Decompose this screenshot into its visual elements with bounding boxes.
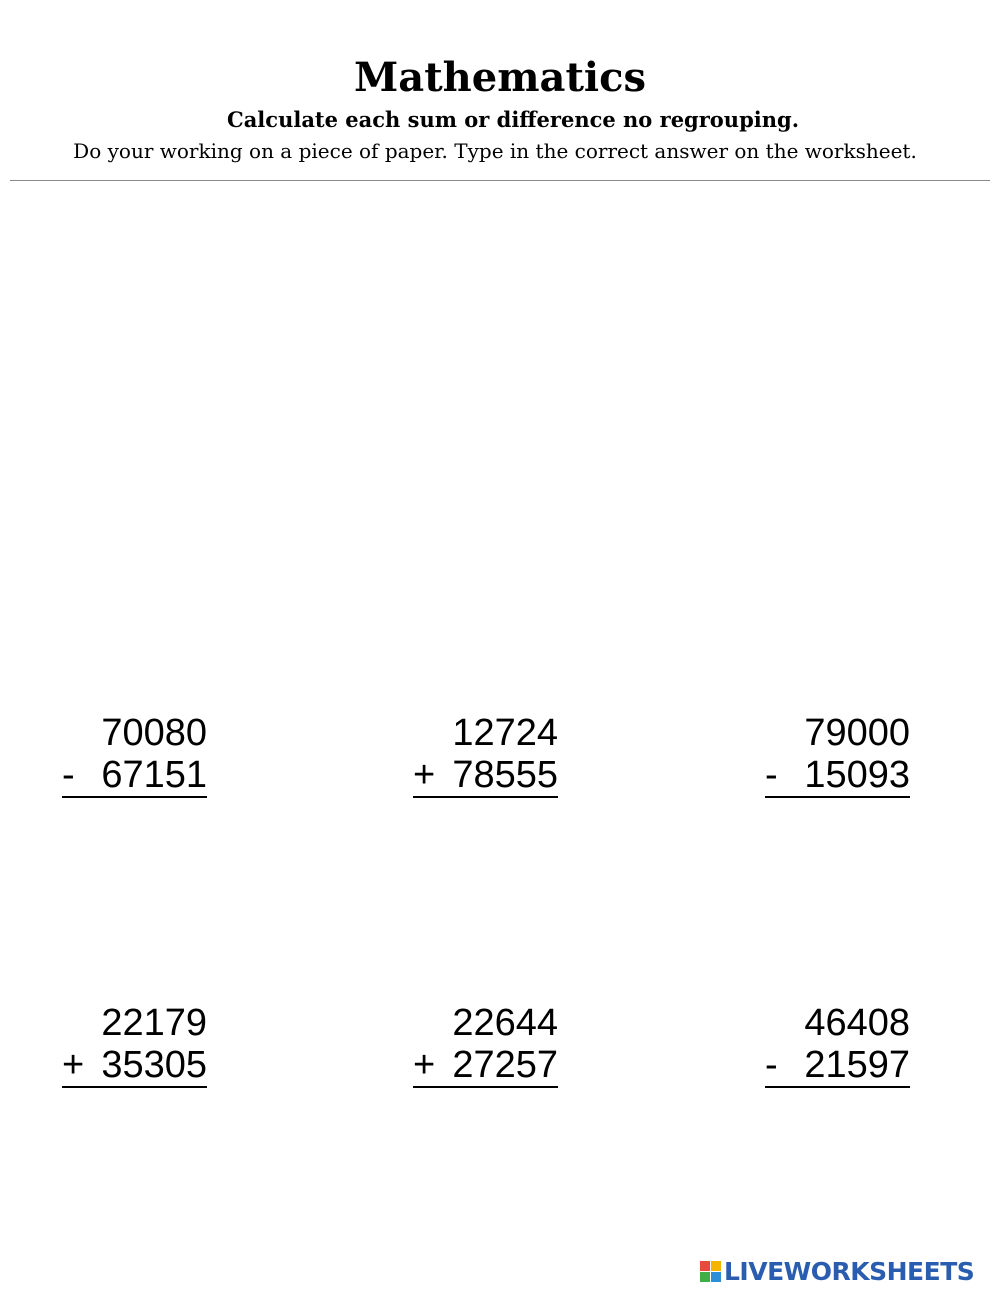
worksheet-subtitle: Calculate each sum or difference no regrouping. [226,107,799,132]
problem-bottom-line [62,1044,207,1088]
problem-bottom-number: 21597 [804,1044,910,1086]
problem-bottom-line [62,754,207,798]
header-divider [10,180,990,181]
logo-square-yellow [711,1261,721,1271]
problem-4 [62,1002,207,1148]
logo-square-red [700,1261,710,1271]
problem-bottom-line [413,754,558,798]
answer-field[interactable] [62,798,207,858]
problem-1 [62,712,207,858]
problem-3 [765,712,910,858]
operator-sign: - [765,754,778,796]
problem-bottom-line [765,1044,910,1088]
problem-bottom-number: 15093 [804,754,910,796]
worksheet-title: Mathematics [354,54,646,101]
problem-bottom-number: 67151 [101,754,207,796]
answer-field[interactable] [413,798,558,858]
problem-2 [413,712,558,858]
liveworksheets-logo[interactable] [700,1256,974,1286]
answer-field[interactable] [413,1088,558,1148]
problem-bottom-line [413,1044,558,1088]
operator-sign: - [765,1044,778,1086]
logo-square-green [700,1272,710,1282]
operator-sign: + [413,1044,436,1086]
problem-top-number: 12724 [452,712,558,754]
problem-top-number: 46408 [804,1002,910,1044]
liveworksheets-logo-text: LIVEWORKSHEETS [724,1256,975,1286]
answer-field[interactable] [62,1088,207,1148]
problem-bottom-number: 78555 [452,754,558,796]
operator-sign: - [62,754,75,796]
problem-top-number: 70080 [101,712,207,754]
answer-field[interactable] [765,798,910,858]
problem-top-number: 22179 [101,1002,207,1044]
logo-square-blue [711,1272,721,1282]
problem-bottom-line [765,754,910,798]
operator-sign: + [413,754,436,796]
problem-top-number: 79000 [804,712,910,754]
problem-top-number: 22644 [452,1002,558,1044]
problem-bottom-number: 35305 [101,1044,207,1086]
problem-5 [413,1002,558,1148]
problem-6 [765,1002,910,1148]
problem-bottom-number: 27257 [452,1044,558,1086]
answer-field[interactable] [765,1088,910,1148]
operator-sign: + [62,1044,85,1086]
worksheet-instructions: Do your working on a piece of paper. Type in the correct answer on the worksheet. [73,139,917,163]
liveworksheets-logo-icon [700,1261,721,1282]
